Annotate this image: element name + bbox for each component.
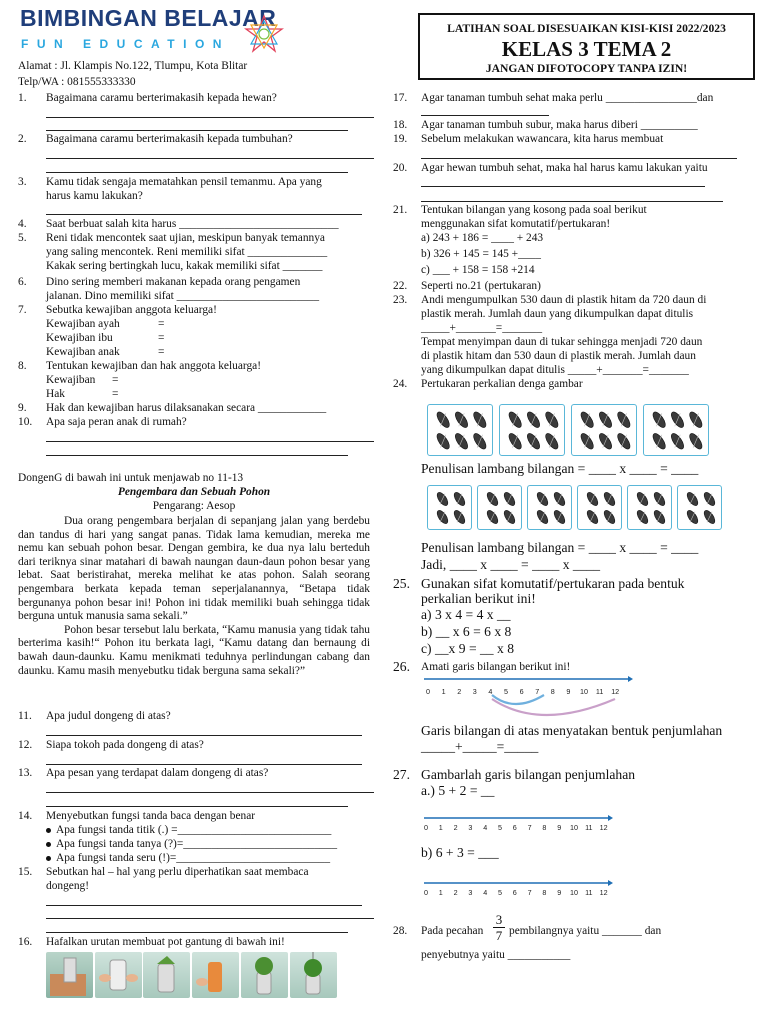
q-number: 2. <box>18 133 27 145</box>
header-title: KELAS 3 TEMA 2 <box>501 36 672 61</box>
tick-label: 6 <box>512 823 517 832</box>
question-21-c: c) ___ + 158 = 158 +214 <box>421 264 535 276</box>
number-line-27b <box>420 877 620 901</box>
q-number: 6. <box>18 276 27 288</box>
q-number: 28. <box>393 925 408 937</box>
q-number: 5. <box>18 232 27 244</box>
number-line-26 <box>420 673 640 723</box>
q-number: 24. <box>393 378 408 390</box>
question-14-c <box>46 852 330 866</box>
answer-line <box>46 172 348 173</box>
question-16: Hafalkan urutan membuat pot gantung di bawah ini! <box>46 936 285 948</box>
question-25-cont: perkalian berikut ini! <box>421 591 536 606</box>
question-25-b: b) __ x 6 = 6 x 8 <box>421 624 512 639</box>
question-17: Agar tanaman tumbuh sehat maka perlu ________________dan <box>421 92 714 104</box>
leaf-group-box <box>499 404 565 456</box>
tick-label: 9 <box>566 687 571 696</box>
tick-label: 1 <box>441 687 446 696</box>
leaf-group-box <box>527 485 572 530</box>
pot-step-6-image <box>290 952 337 998</box>
fraction <box>493 912 505 943</box>
question-23: Andi mengumpulkan 530 daun di plastik hitam da 720 daun di <box>421 294 707 306</box>
question-25-a: a) 3 x 4 = 4 x __ <box>421 607 511 622</box>
q-number: 17. <box>393 92 408 104</box>
tick-label: 6 <box>519 687 524 696</box>
q24-line-3: Jadi, ____ x ____ = ____ x ____ <box>421 557 601 572</box>
logo-subtitle: FUN EDUCATION <box>21 37 230 51</box>
pot-step-1-image <box>46 952 93 998</box>
tick-label: 6 <box>512 888 517 897</box>
question-21: Tentukan bilangan yang kosong pada soal berikut <box>421 204 647 216</box>
pot-step-3-image <box>143 952 190 998</box>
answer-line <box>421 115 549 116</box>
header-warning: JANGAN DIFOTOCOPY TANPA IZIN! <box>485 61 688 75</box>
question-19: Sebelum melakukan wawancara, kita harus membuat <box>421 133 664 145</box>
question-23-c: _____+_______=_______ <box>421 322 543 334</box>
answer-line <box>46 214 362 215</box>
question-14-b <box>46 838 337 852</box>
tick-labels <box>424 823 608 832</box>
answer-line <box>421 158 737 159</box>
q-number: 7. <box>18 304 27 316</box>
tick-label: 5 <box>498 823 502 832</box>
question-26: Amati garis bilangan berikut ini! <box>421 661 571 673</box>
question-14-a <box>46 824 331 838</box>
q-number: 10. <box>18 416 33 428</box>
tick-label: 3 <box>468 888 473 897</box>
question-28-cont: pembilangnya yaitu _______ dan <box>509 925 662 937</box>
q-number: 26. <box>393 659 410 674</box>
answer-line <box>46 117 374 118</box>
answer-line <box>46 806 348 807</box>
q-number: 4. <box>18 218 27 230</box>
leaf-group-box <box>427 404 493 456</box>
tick-label: 11 <box>595 687 604 696</box>
question-5-cont2: Kakak sering bertingkah lucu, kakak memiliki sifat _______ <box>46 260 323 272</box>
q24-line-1: Penulisan lambang bilangan = ____ x ____ = ____ <box>421 461 699 476</box>
leaf-group-box <box>571 404 637 456</box>
tick-label: 4 <box>483 823 488 832</box>
pot-step-4-image <box>192 952 239 998</box>
q-number: 20. <box>393 162 408 174</box>
tick-labels <box>424 888 608 897</box>
tick-label: 2 <box>457 687 462 696</box>
tick-label: 10 <box>570 888 578 897</box>
question-27-a: a.) 5 + 2 = __ <box>421 783 495 798</box>
question-27-b: b) 6 + 3 = ___ <box>421 845 499 860</box>
question-25-c: c) __x 9 = __ x 8 <box>421 641 514 656</box>
q26-answer-2: _____+_____=_____ <box>421 739 539 754</box>
header-box <box>418 13 755 80</box>
q24-line-2: Penulisan lambang bilangan = ____ x ____ = ____ <box>421 540 699 555</box>
arc-pink <box>492 699 615 715</box>
question-21-b: b) 326 + 145 = 145 +____ <box>421 248 541 260</box>
story-title: Pengembara dan Sebuah Pohon <box>117 486 271 498</box>
answer-line <box>46 455 348 456</box>
question-5: Reni tidak mencontek saat ujian, meskipun banyak temannya <box>46 232 325 244</box>
q-number: 3. <box>18 176 27 188</box>
equals: = <box>158 346 165 358</box>
q-number: 25. <box>393 576 410 591</box>
tick-label: 11 <box>585 823 593 832</box>
question-23-f: yang dikumpulkan dapat ditulis _____+_______=_______ <box>421 364 689 376</box>
tick-label: 5 <box>498 888 502 897</box>
story-paragraph-2: Pohon besar tersebut lalu berkata, “Kamu manusia yang tidak tahu berterima kasih!“ Pohon itu berkata lagi, “Kamu datang dan bernaung di bawah daun-daunku. Kamu menikmati teduhnya perlindungan cabang dan daunku. Kamu masih menyebutku tidak berguna sama sekali?” <box>18 623 370 677</box>
kewajiban: Kewajiban <box>46 374 96 386</box>
tick-label: 2 <box>453 888 458 897</box>
tick-label: 1 <box>438 823 443 832</box>
tick-label: 9 <box>557 888 562 897</box>
q-number: 21. <box>393 204 408 216</box>
story-paragraph-1: Dua orang pengembara berjalan di sepanjang jalan yang berdebu dan tandus di hari yang sangat panas. Tidak lama kemudian, mereka me nemu kan sebuah pohon besar. Dengan gembira, ke dua nya lalu berteduh dari teriknya sinar matahari di bawah naungan daun-daun pohon besar yang lebat. Saat beristirahat, mereka melihat ke atas pohon. Salah seorang pengembara berkata kepada teman seperjalanannya, “Betapa tidak bergunanya pohon besar ini! Pohon ini tidak memiliki buah sehingga tidak berguna untuk manusia sama sekali.” <box>18 515 370 623</box>
answer-line <box>46 918 374 919</box>
question-27: Gambarlah garis bilangan penjumlahan <box>421 767 636 782</box>
story-intro: DongenG di bawah ini untuk menjawab no 11-13 <box>18 472 244 484</box>
tick-label: 4 <box>488 687 493 696</box>
pot-step-5-image <box>241 952 288 998</box>
arrow-head-icon <box>608 815 613 821</box>
bullet-icon <box>46 828 51 833</box>
tick-label: 3 <box>472 687 477 696</box>
fraction-denominator: 7 <box>493 927 505 943</box>
question-15: Sebutkan hal – hal yang perlu diperhatikan saat membaca <box>46 866 309 878</box>
question-11: Apa judul dongeng di atas? <box>46 710 171 722</box>
question-3: Kamu tidak sengaja mematahkan pensil temanmu. Apa yang <box>46 176 322 188</box>
q26-answer-1: Garis bilangan di atas menyatakan bentuk penjumlahan <box>421 723 723 738</box>
tick-label: 1 <box>438 888 443 897</box>
q-number: 27. <box>393 767 410 782</box>
question-21-a: a) 243 + 186 = ____ + 243 <box>421 232 544 244</box>
question-23-d: Tempat menyimpan daun di tukar sehingga menjadi 720 daun <box>421 336 703 348</box>
story-author: Pengarang: Aesop <box>152 500 236 512</box>
question-6-cont: jalanan. Dino memiliki sifat _________________________ <box>46 290 320 302</box>
tick-label: 3 <box>468 823 473 832</box>
arrow-head-icon <box>628 676 633 682</box>
phone: Telp/WA : 081555333330 <box>18 76 136 88</box>
question-23-e: di plastik hitam dan 530 daun di plastik merah. Jumlah daun <box>421 350 696 362</box>
leaf-group-box <box>477 485 522 530</box>
tick-label: 0 <box>424 888 428 897</box>
leaf-group-box <box>643 404 709 456</box>
tick-labels <box>426 687 619 696</box>
question-21-cont: menggunakan sifat komutatif/pertukaran! <box>421 218 611 230</box>
question-28: Pada pecahan <box>421 925 484 937</box>
number-line-27a <box>420 812 620 836</box>
question-22: Seperti no.21 (pertukaran) <box>421 280 541 292</box>
question-5-cont: yang saling mencontek. Reni memiliki sifat ______________ <box>46 246 328 258</box>
tick-label: 2 <box>453 823 458 832</box>
answer-line <box>46 764 362 765</box>
tick-label: 0 <box>424 823 428 832</box>
question-8: Tentukan kewajiban dan hak anggota keluarga! <box>46 360 262 372</box>
leaf-group-box <box>677 485 722 530</box>
question-14-c-text: Apa fungsi tanda seru (!)=___________________________ <box>56 852 331 864</box>
question-20: Agar hewan tumbuh sehat, maka hal harus kamu lakukan yaitu <box>421 162 708 174</box>
equals: = <box>158 332 165 344</box>
question-24: Pertukaran perkalian denga gambar <box>421 378 583 390</box>
answer-line <box>46 905 362 906</box>
kewajiban-anak: Kewajiban anak <box>46 346 120 358</box>
q-number: 22. <box>393 280 408 292</box>
question-14-b-text: Apa fungsi tanda tanya (?)=___________________________ <box>56 838 338 850</box>
question-10: Apa saja peran anak di rumah? <box>46 416 187 428</box>
question-23-b: plastik merah. Jumlah daun yang dikumpulkan dapat ditulis <box>421 308 694 320</box>
tick-label: 9 <box>557 823 562 832</box>
equals: = <box>112 374 119 386</box>
right-column <box>393 92 763 412</box>
kewajiban-ibu: Kewajiban ibu <box>46 332 113 344</box>
hak: Hak <box>46 388 65 400</box>
q-number: 15. <box>18 866 33 878</box>
leaf-group-box <box>627 485 672 530</box>
arrow-head-icon <box>608 880 613 886</box>
star-logo-icon <box>244 14 284 54</box>
q-number: 19. <box>393 133 408 145</box>
equals: = <box>112 388 119 400</box>
question-9: Hak dan kewajiban harus dilaksanakan secara ____________ <box>46 402 327 414</box>
tick-label: 11 <box>585 888 593 897</box>
tick-label: 10 <box>580 687 588 696</box>
tick-label: 8 <box>542 823 547 832</box>
q-number: 14. <box>18 810 33 822</box>
bullet-icon <box>46 842 51 847</box>
tick-label: 10 <box>570 823 578 832</box>
question-14: Menyebutkan fungsi tanda baca dengan benar <box>46 810 256 822</box>
tick-label: 12 <box>611 687 620 696</box>
question-15-cont: dongeng! <box>46 880 90 892</box>
logo-title: BIMBINGAN BELAJAR <box>20 5 277 31</box>
answer-line <box>46 158 374 159</box>
tick-label: 12 <box>599 823 608 832</box>
leaf-group-box <box>577 485 622 530</box>
tick-label: 8 <box>542 888 547 897</box>
tick-label: 7 <box>535 687 540 696</box>
answer-line <box>46 441 374 442</box>
q-number: 1. <box>18 92 27 104</box>
answer-line <box>46 130 348 131</box>
question-3-cont: harus kamu lakukan? <box>46 190 143 202</box>
q-number: 9. <box>18 402 27 414</box>
question-4: Saat berbuat salah kita harus ____________________________ <box>46 218 339 230</box>
leaf-group-box <box>427 485 472 530</box>
tick-label: 12 <box>599 888 608 897</box>
q-number: 13. <box>18 767 33 779</box>
address: Alamat : Jl. Klampis No.122, Tlumpu, Kota Blitar <box>18 60 248 72</box>
header-line1: LATIHAN SOAL DISESUAIKAN KISI-KISI 2022/2023 <box>447 22 726 35</box>
q-number: 12. <box>18 739 33 751</box>
question-12: Siapa tokoh pada dongeng di atas? <box>46 739 204 751</box>
q-number: 11. <box>18 710 32 722</box>
question-14-a-text: Apa fungsi tanda titik (.) =___________________________ <box>56 824 332 836</box>
tick-label: 0 <box>426 687 430 696</box>
answer-line <box>46 735 362 736</box>
question-25: Gunakan sifat komutatif/pertukaran pada bentuk <box>421 576 685 591</box>
story-text <box>18 515 370 678</box>
pot-step-2-image <box>95 952 142 998</box>
q-number: 16. <box>18 936 33 948</box>
answer-line <box>421 201 723 202</box>
tick-label: 5 <box>504 687 508 696</box>
fraction-numerator: 3 <box>495 912 503 927</box>
question-18: Agar tanaman tumbuh subur, maka harus diberi __________ <box>421 119 698 131</box>
answer-line <box>421 186 705 187</box>
tick-label: 8 <box>550 687 555 696</box>
left-column-2 <box>18 710 378 950</box>
question-2: Bagaimana caramu berterimakasih kepada tumbuhan? <box>46 133 293 145</box>
bullet-icon <box>46 856 51 861</box>
q-number: 18. <box>393 119 408 131</box>
tick-label: 4 <box>483 888 488 897</box>
equals: = <box>158 318 165 330</box>
q-number: 23. <box>393 294 408 306</box>
question-1: Bagaimana caramu berterimakasih kepada hewan? <box>46 92 277 104</box>
question-28-cont2: penyebutnya yaitu ___________ <box>421 949 571 961</box>
question-13: Apa pesan yang terdapat dalam dongeng di atas? <box>46 767 269 779</box>
tick-label: 7 <box>527 823 532 832</box>
question-6: Dino sering memberi makanan kepada orang pengamen <box>46 276 301 288</box>
tick-label: 7 <box>527 888 532 897</box>
kewajiban-ayah: Kewajiban ayah <box>46 318 120 330</box>
q-number: 8. <box>18 360 27 372</box>
answer-line <box>46 792 374 793</box>
question-7: Sebutka kewajiban anggota keluarga! <box>46 304 217 316</box>
answer-line <box>46 932 348 933</box>
